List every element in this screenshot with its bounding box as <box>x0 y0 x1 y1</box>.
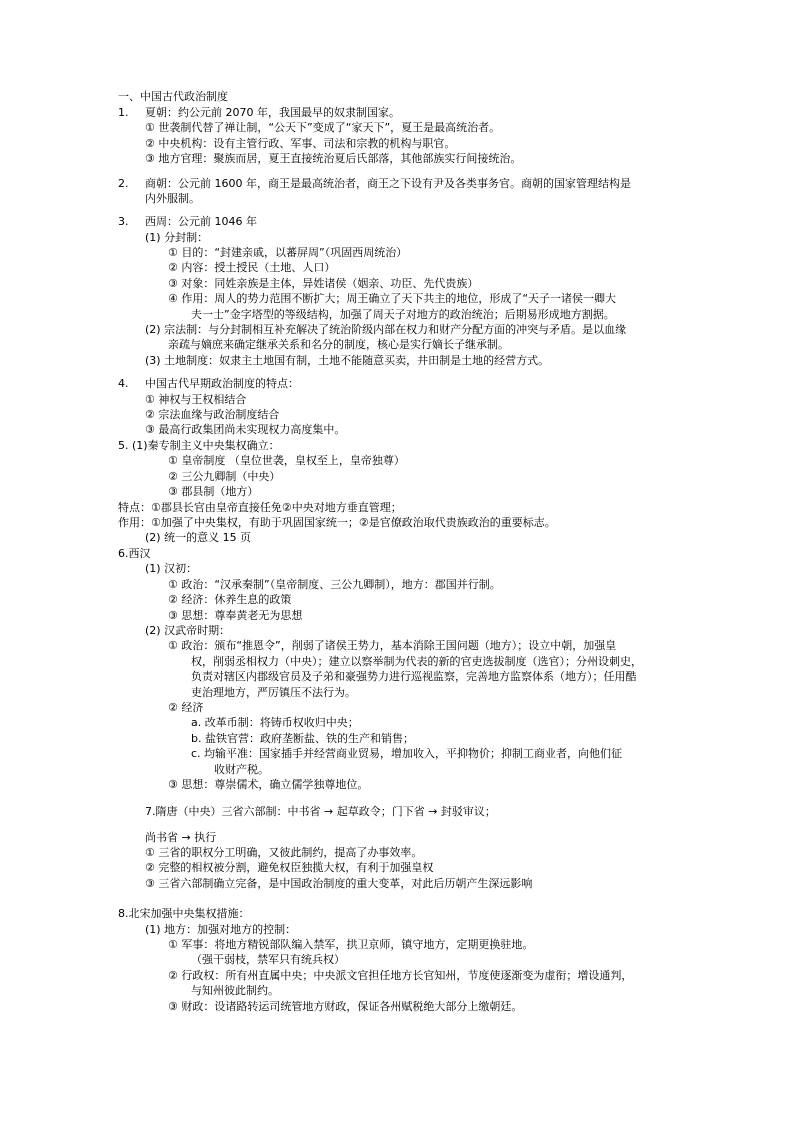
text-line: 7.隋唐（中央）三省六部制：中书省 → 起草政令；门下省 → 封驳审议； <box>145 805 496 818</box>
text-line: ③ 郡县制（地方） <box>168 485 259 498</box>
text-line: ③ 对象：同姓亲族是主体，异姓诸侯（姻亲、功臣、先代贵族） <box>168 277 479 290</box>
text-line: (2) 汉武帝时期： <box>145 624 231 637</box>
text-line: ① 军事：将地方精锐部队编入禁军，拱卫京师，镇守地方，定期更换驻地。 <box>168 938 534 951</box>
text-line: 3. <box>118 215 129 228</box>
text-line: 2. <box>118 177 129 190</box>
text-line: ① 三省的职权分工明确，又彼此制约，提高了办事效率。 <box>145 846 423 859</box>
text-line: 负责对辖区内郡级官员及子弟和豪强势力进行巡视监察，完善地方监察体系（地方）；任用酷 <box>191 670 637 683</box>
text-line: 内外服制。 <box>145 192 200 205</box>
text-line: 夏朝：约公元前 2070 年，我国最早的奴隶制国家。 <box>145 106 400 119</box>
text-line: b. 盐铁官营：政府垄断盐、铁的生产和销售； <box>191 732 414 745</box>
text-line: ① 目的：“封建亲戚，以蕃屏周”（巩固西周统治） <box>168 246 408 259</box>
text-line: (1) 分封制： <box>145 231 209 244</box>
text-line: ② 经济：休养生息的政策 <box>168 593 292 606</box>
text-line: ① 政治：“汉承秦制”（皇帝制度、三公九卿制），地方：郡国并行制。 <box>168 578 501 591</box>
text-line: 1. <box>118 106 129 119</box>
text-line: ① 神权与王权相结合 <box>145 393 247 406</box>
text-line: ① 世袭制代替了禅让制，“公天下”变成了“家天下”，夏王是最高统治者。 <box>145 121 501 134</box>
text-line: 8.北宋加强中央集权措施： <box>118 907 250 920</box>
text-line: ④ 作用：周人的势力范围不断扩大；周王确立了天下共主的地位，形成了“天子一诸侯一卿大 <box>168 292 617 305</box>
text-line: ② 经济 <box>168 701 204 714</box>
text-line: ③ 财政：设诸路转运司统管地方财政，保证各州赋税绝大部分上缴朝廷。 <box>168 1000 523 1013</box>
text-line: 商朝：公元前 1600 年，商王是最高统治者，商王之下设有尹及各类事务官。商朝的国家管理结构是 <box>145 177 631 190</box>
text-line: 夫一士”金字塔型的等级结构，加强了周天子对地方的政治统治；后期易形成地方割据。 <box>191 308 615 321</box>
text-line: （强干弱枝，禁军只有统兵权） <box>191 953 345 966</box>
text-line: ② 宗法血缘与政治制度结合 <box>145 408 280 421</box>
text-line: 尚书省 → 执行 <box>145 831 217 844</box>
text-line: 4. <box>118 377 129 390</box>
text-line: ② 行政权：所有州直属中央；中央派文官担任地方长官知州，节度使逐渐变为虚衔；增设通判， <box>168 969 633 982</box>
text-line: 与知州彼此制约。 <box>191 984 279 997</box>
text-line: ③ 思想：尊奉黄老无为思想 <box>168 609 303 622</box>
text-line: ③ 三省六部制确立完备，是中国政治制度的重大变革，对此后历朝产生深远影响 <box>145 877 533 890</box>
text-line: ③ 思想：尊崇儒术，确立儒学独尊地位。 <box>168 778 369 791</box>
text-line: 特点：①郡县长官由皇帝直接任免②中央对地方垂直管理； <box>118 501 402 514</box>
text-line: ③ 最高行政集团尚未实现权力高度集中。 <box>145 423 346 436</box>
text-line: 6.西汉 <box>118 547 151 560</box>
text-line: (1) 地方：加强对地方的控制： <box>145 923 297 936</box>
text-line: 亲疏与嫡庶来确定继承关系和名分的制度，核心是实行嫡长子继承制。 <box>168 338 509 351</box>
text-line: 作用：①加强了中央集权，有助于巩固国家统一；②是官僚政治取代贵族政治的重要标志。 <box>118 516 556 529</box>
text-line: 一、中国古代政治制度 <box>118 90 228 103</box>
text-line: ② 三公九卿制（中央） <box>168 470 281 483</box>
text-line: (2) 宗法制：与分封制相互补充解决了统治阶级内部在权力和财产分配方面的冲突与矛盾。是以血缘 <box>145 323 627 336</box>
text-line: ② 中央机构：设有主管行政、军事、司法和宗教的机构与职官。 <box>145 137 456 150</box>
text-line: (1) 汉初： <box>145 562 198 575</box>
text-line: ② 完整的相权被分割，避免权臣独揽大权，有利于加强皇权 <box>145 861 434 874</box>
text-line: ③ 地方官理：聚族而居，夏王直接统治夏后氏部落，其他部族实行间接统治。 <box>145 152 522 165</box>
text-line: 收财产税。 <box>214 763 269 776</box>
text-line: ① 皇帝制度 （皇位世袭，皇权至上，皇帝独尊） <box>168 454 405 467</box>
text-line: 吏治理地方，严厉镇压不法行为。 <box>191 686 356 699</box>
text-line: 西周：公元前 1046 年 <box>145 215 257 228</box>
text-line: a. 改革币制：将铸币权收归中央； <box>191 716 359 729</box>
text-line: (3) 土地制度：奴隶主土地国有制，土地不能随意买卖，井田制是土地的经营方式。 <box>145 354 550 367</box>
text-line: 权，削弱丞相权力（中央）；建立以察举制为代表的新的官吏选拔制度（选官）；分州设刺史， <box>191 655 642 668</box>
text-line: 中国古代早期政治制度的特点： <box>145 377 299 390</box>
text-line: (2) 统一的意义 15 页 <box>145 531 252 544</box>
text-line: 5. (1)秦专制主义中央集权确立： <box>118 439 280 452</box>
text-line: ① 政治：颁布“推恩令”，削弱了诸侯王势力，基本消除王国问题（地方）；设立中朝，加强皇 <box>168 639 617 652</box>
text-line: c. 均输平准：国家插手并经营商业贸易，增加收入，平抑物价；抑制工商业者，向他们征 <box>191 747 623 760</box>
text-line: ② 内容：授土授民（土地、人口） <box>168 261 336 274</box>
